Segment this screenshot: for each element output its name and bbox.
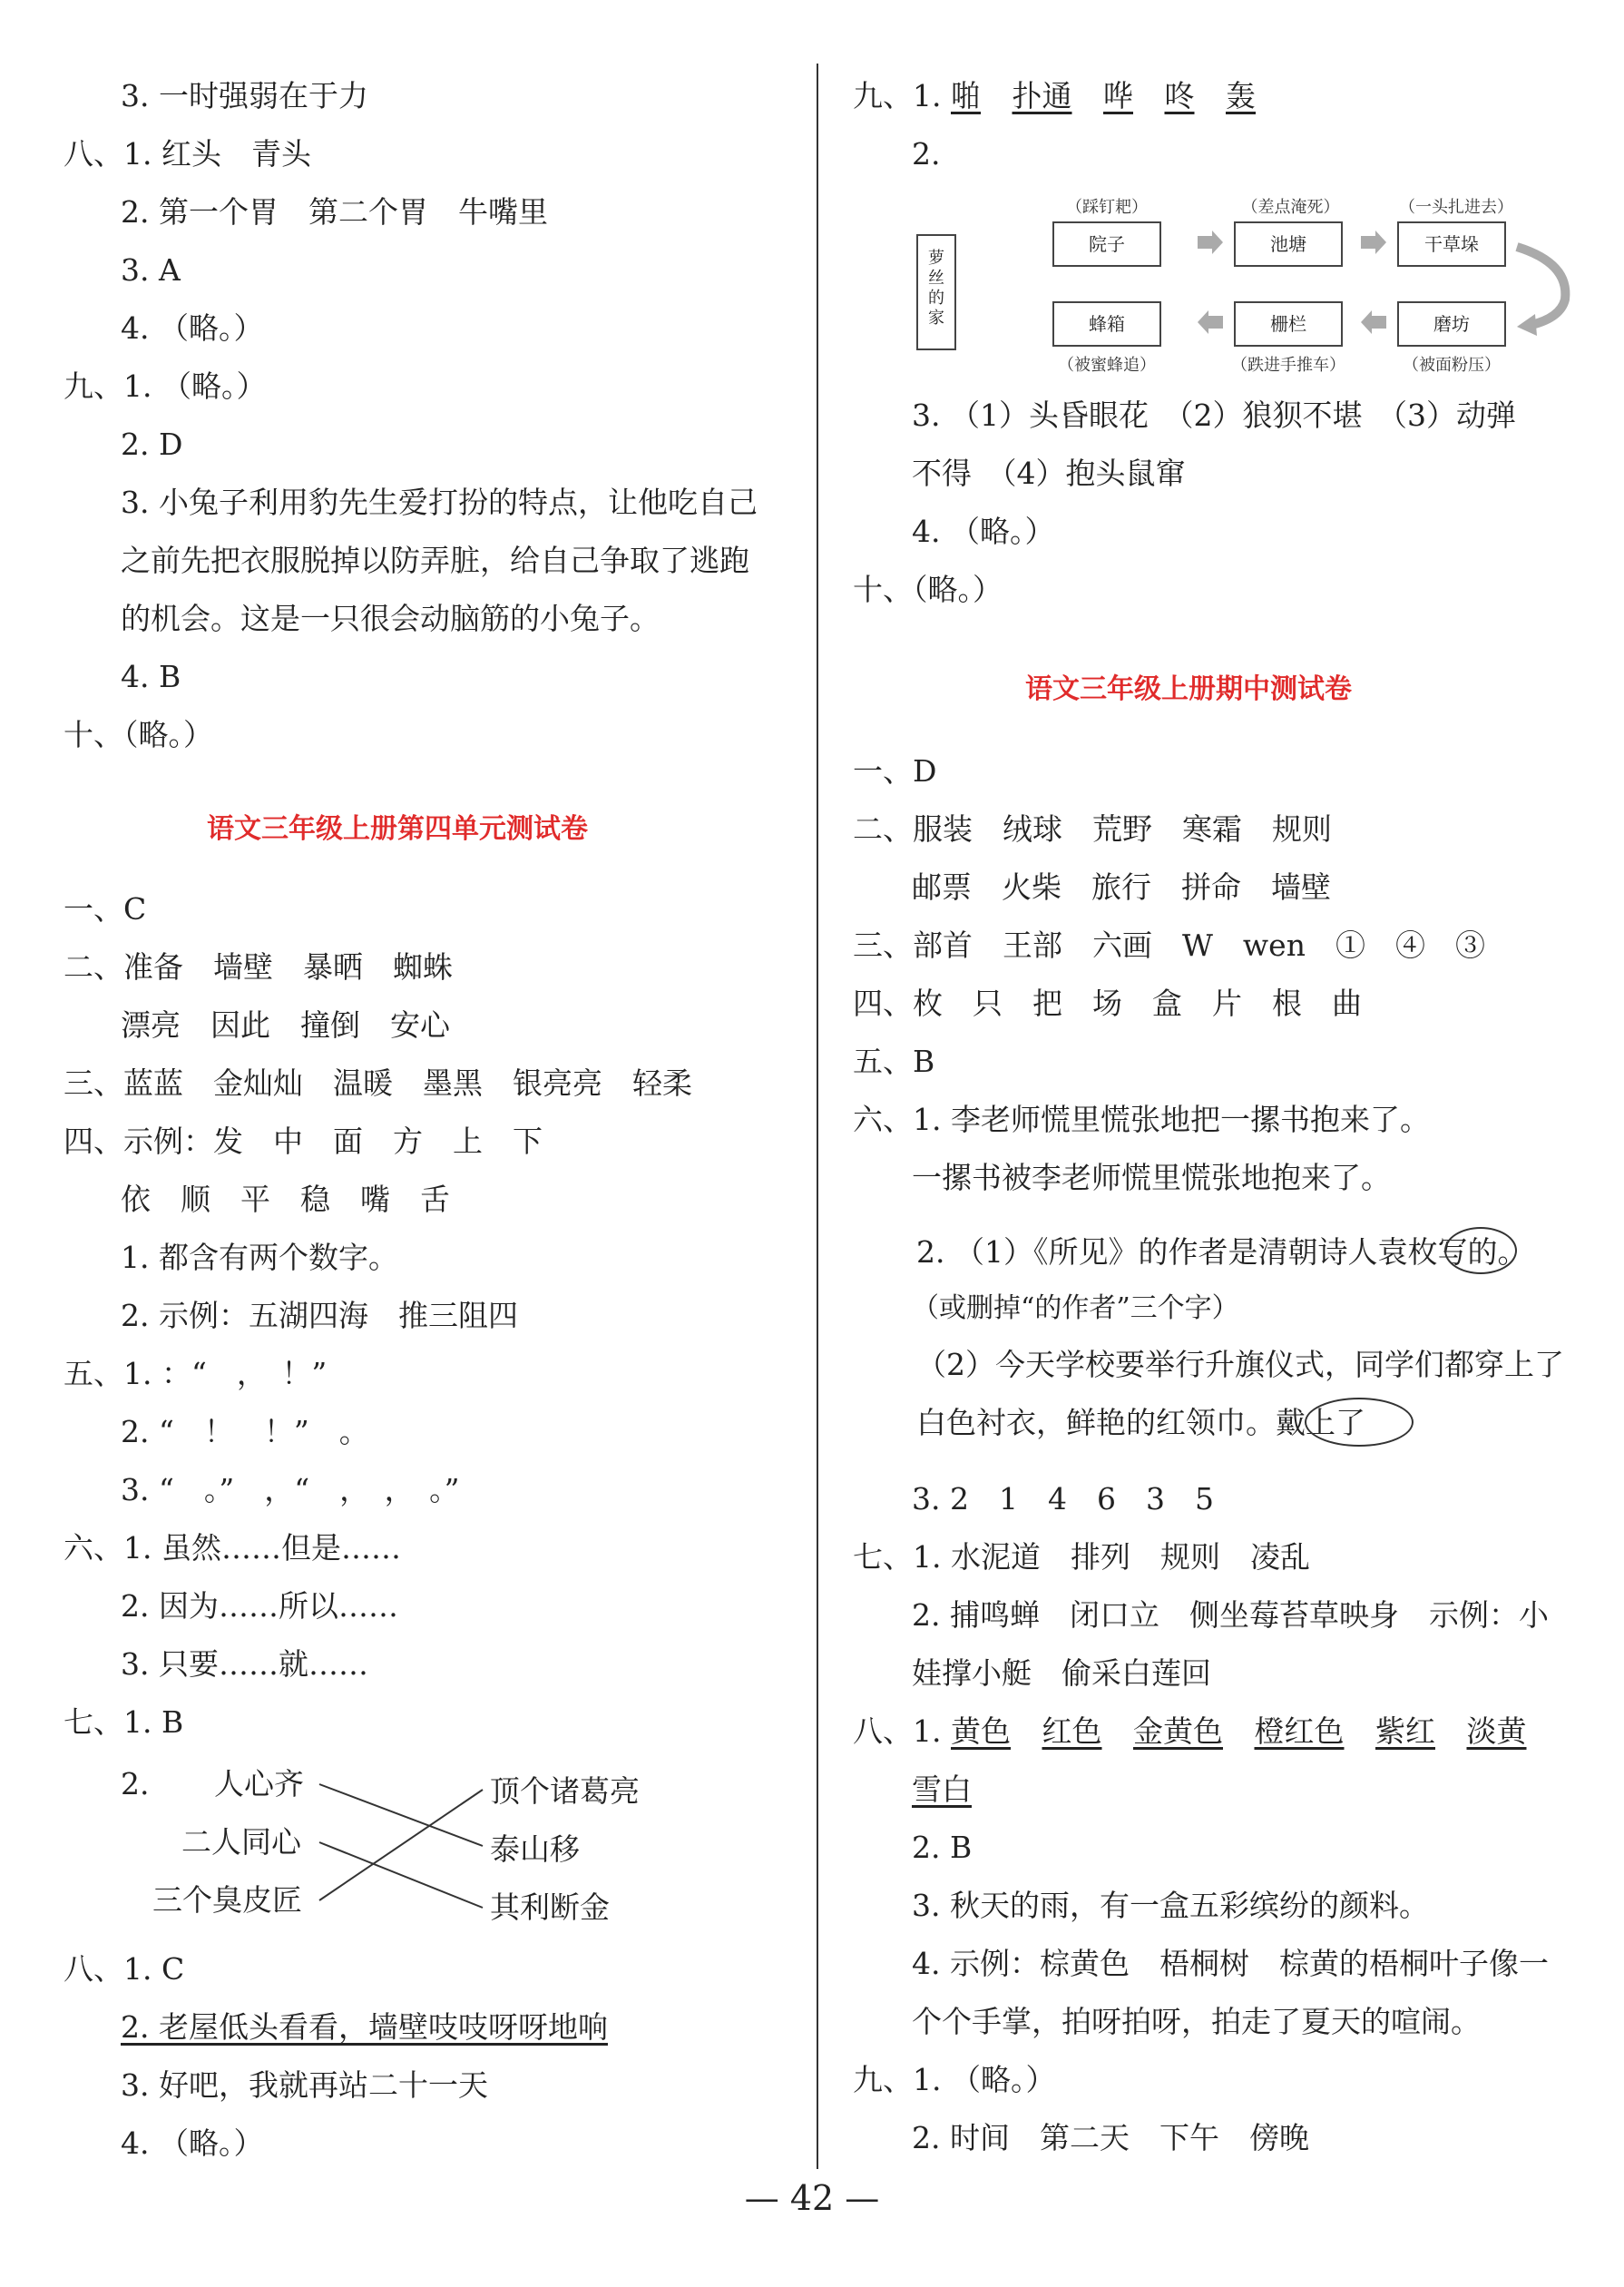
diagram-box: 池塘 (1234, 221, 1343, 267)
onomatopoeia-word: 哗 (1103, 78, 1133, 113)
match-line (319, 1784, 483, 1846)
arrow-right-icon (1198, 231, 1223, 254)
text-line: 4. （略。） (121, 2125, 264, 2161)
text-line: 邮票 火柴 旅行 拼命 墙壁 (912, 869, 1331, 905)
text-line: 漂亮 因此 撞倒 安心 (121, 1007, 450, 1043)
text-line: 3. “ 。” ，“ ， ， 。” (121, 1472, 460, 1507)
item-prefix: 九、1. (853, 78, 942, 113)
page-number: — 42 — (744, 2178, 880, 2218)
color-word: 紫红 (1375, 1713, 1435, 1749)
correction-circle (1444, 1227, 1517, 1274)
item-prefix: 八、1. (853, 1713, 942, 1749)
text-line: 4. B (121, 659, 181, 694)
text-line: 三、蓝蓝 金灿灿 温暖 墨黑 银亮亮 轻柔 (64, 1065, 692, 1101)
text-line: 不得 （4）抱头鼠窜 (912, 456, 1186, 491)
onomatopoeia-word: 啪 (951, 78, 981, 113)
text-line: 4. 示例：棕黄色 梧桐树 棕黄的梧桐叶子像一 (912, 1946, 1549, 1981)
text-line: 3. 秋天的雨，有一盒五彩缤纷的颜料。 (912, 1888, 1429, 1923)
text-line: 一、C (64, 891, 147, 927)
diagram-caption: （被面粉压） (1403, 356, 1501, 375)
text-line: 2. 示例：五湖四海 推三阻四 (121, 1298, 518, 1333)
text-line: 九、1. （略。） (853, 2062, 1056, 2097)
match-line (319, 1790, 483, 1900)
text-line: 2. B (912, 1830, 973, 1865)
text-line: 六、1. 虽然……但是…… (64, 1530, 401, 1566)
text-line-underlined: 2. 老屋低头看看，墙壁吱吱呀呀地响 (121, 2009, 608, 2045)
text-line: 一、D (853, 753, 937, 789)
arrow-left-icon (1198, 310, 1223, 334)
text-line: 3. 好吧，我就再站二十一天 (121, 2067, 488, 2103)
text-line: 娃撑小艇 偷采白莲回 (912, 1655, 1211, 1691)
text-line: 十、（略。） (64, 717, 213, 752)
diagram-box: 蜂箱 (1052, 301, 1161, 347)
text-line: 2. “ ！ ！” 。 (121, 1414, 369, 1449)
text-line (853, 78, 1256, 114)
arrow-head-icon (1517, 314, 1537, 336)
text-line: 1. 都含有两个数字。 (121, 1240, 398, 1275)
text-line: （或删掉“的作者”三个字） (912, 1292, 1239, 1324)
text-line: 2. 因为……所以…… (121, 1588, 398, 1624)
text-line: 的机会。这是一只很会动脑筋的小兔子。 (121, 601, 660, 636)
diagram-caption: （跌进手推车） (1231, 356, 1345, 375)
text-line: 依 顺 平 稳 嘴 舌 (121, 1182, 450, 1217)
arrow-right-icon (1361, 231, 1386, 254)
color-word: 雪白 (912, 1772, 972, 1807)
section-title: 语文三年级上册第四单元测试卷 (207, 813, 588, 845)
match-right-item: 顶个诸葛亮 (490, 1773, 640, 1809)
text-line: 八、1. C (64, 1951, 185, 1987)
text-line: （2）今天学校要举行升旗仪式，同学们都穿上了 (916, 1347, 1564, 1382)
text-line: 三、部首 王部 六画 W wen ① ④ ③ (853, 928, 1485, 963)
match-right-item: 泰山移 (490, 1831, 580, 1867)
diagram-caption: （差点淹死） (1241, 198, 1340, 217)
text-line: 2. (912, 136, 941, 172)
color-word: 淡黄 (1466, 1713, 1527, 1749)
arrow-curve-icon (1517, 247, 1565, 325)
text-line: 二、服装 绒球 荒野 寒霜 规则 (853, 811, 1332, 847)
text-line: 4. （略。） (121, 310, 264, 346)
text-line: 3. （1）头昏眼花 （2）狼狈不堪 （3）动弹 (912, 398, 1516, 433)
text-line: 九、1. （略。） (64, 368, 267, 404)
text-line: 六、1. 李老师慌里慌张地把一摞书抱来了。 (853, 1102, 1430, 1137)
text-line: 2. 时间 第二天 下午 傍晚 (912, 2120, 1309, 2155)
text-line: 3. 一时强弱在于力 (121, 78, 368, 113)
text-line: 3. 2 1 4 6 3 5 (912, 1481, 1214, 1516)
text-line: 2. 捕鸣蝉 闭口立 侧坐莓苔草映身 示例：小 (912, 1597, 1549, 1633)
text-line (853, 1713, 1527, 1750)
text-line: 二、准备 墙壁 暴晒 蜘蛛 (64, 949, 453, 985)
match-left-item: 三个臭皮匠 (152, 1882, 302, 1918)
text-line: 3. A (121, 252, 181, 288)
match-left-item: 二人同心 (181, 1824, 301, 1860)
text-line: 四、示例：发 中 面 方 上 下 (64, 1124, 543, 1159)
text-line: 七、1. 水泥道 排列 规则 凌乱 (853, 1539, 1310, 1575)
diagram-box: 磨坊 (1397, 301, 1506, 347)
text-line: 2. （1）《所见》的作者是清朝诗人袁枚写的。 (916, 1234, 1528, 1270)
diagram-box: 院子 (1052, 221, 1161, 267)
arrow-left-icon (1361, 310, 1386, 334)
diagram-caption: （被蜜蜂追） (1058, 356, 1156, 375)
text-line: 五、1. ：“ ， ！” (64, 1356, 328, 1391)
text-line: 一摞书被李老师慌里慌张地抱来了。 (912, 1160, 1391, 1195)
correction-circle (1305, 1398, 1414, 1447)
color-word: 橙红色 (1254, 1713, 1345, 1749)
text-line: 七、1. B (64, 1704, 184, 1740)
onomatopoeia-word: 咚 (1164, 78, 1195, 113)
diagram-home-box: 萝丝的家 (916, 234, 956, 350)
text-line: 3. 只要……就…… (121, 1646, 368, 1682)
match-line (319, 1842, 483, 1908)
text-line: 2. 第一个胃 第二个胃 牛嘴里 (121, 194, 548, 230)
diagram-box: 栅栏 (1234, 301, 1343, 347)
text-line: 3. 小兔子利用豹先生爱打扮的特点，让他吃自己 (121, 485, 758, 520)
diagram-arrows (998, 209, 1588, 372)
column-divider (817, 64, 818, 2169)
text-line: 八、1. 红头 青头 (64, 136, 311, 172)
color-word: 黄色 (951, 1713, 1011, 1749)
text-line: 十、（略。） (853, 572, 1003, 607)
onomatopoeia-word: 扑通 (1012, 78, 1072, 113)
match-left-item: 人心齐 (214, 1766, 304, 1801)
text-line: 白色衬衣，鲜艳的红领巾。戴上了 (916, 1405, 1365, 1440)
match-number: 2. (121, 1766, 150, 1801)
color-word: 红色 (1042, 1713, 1102, 1749)
onomatopoeia-word: 轰 (1226, 78, 1256, 113)
diagram-box: 干草垛 (1397, 221, 1506, 267)
diagram-caption: （踩钉耙） (1066, 198, 1148, 217)
text-line: 2. D (121, 427, 183, 462)
text-line: 五、B (853, 1044, 935, 1079)
diagram-caption: （一头扎进去） (1399, 198, 1513, 217)
text-line: 个个手掌，拍呀拍呀，拍走了夏天的喧闹。 (912, 2004, 1481, 2039)
match-right-item: 其利断金 (490, 1889, 610, 1925)
section-title: 语文三年级上册期中测试卷 (1025, 673, 1352, 705)
text-line: 4. （略。） (912, 514, 1055, 549)
text-line: 四、枚 只 把 场 盒 片 根 曲 (853, 986, 1362, 1021)
color-word: 金黄色 (1133, 1713, 1223, 1749)
text-line: 之前先把衣服脱掉以防弄脏，给自己争取了逃跑 (121, 543, 749, 578)
